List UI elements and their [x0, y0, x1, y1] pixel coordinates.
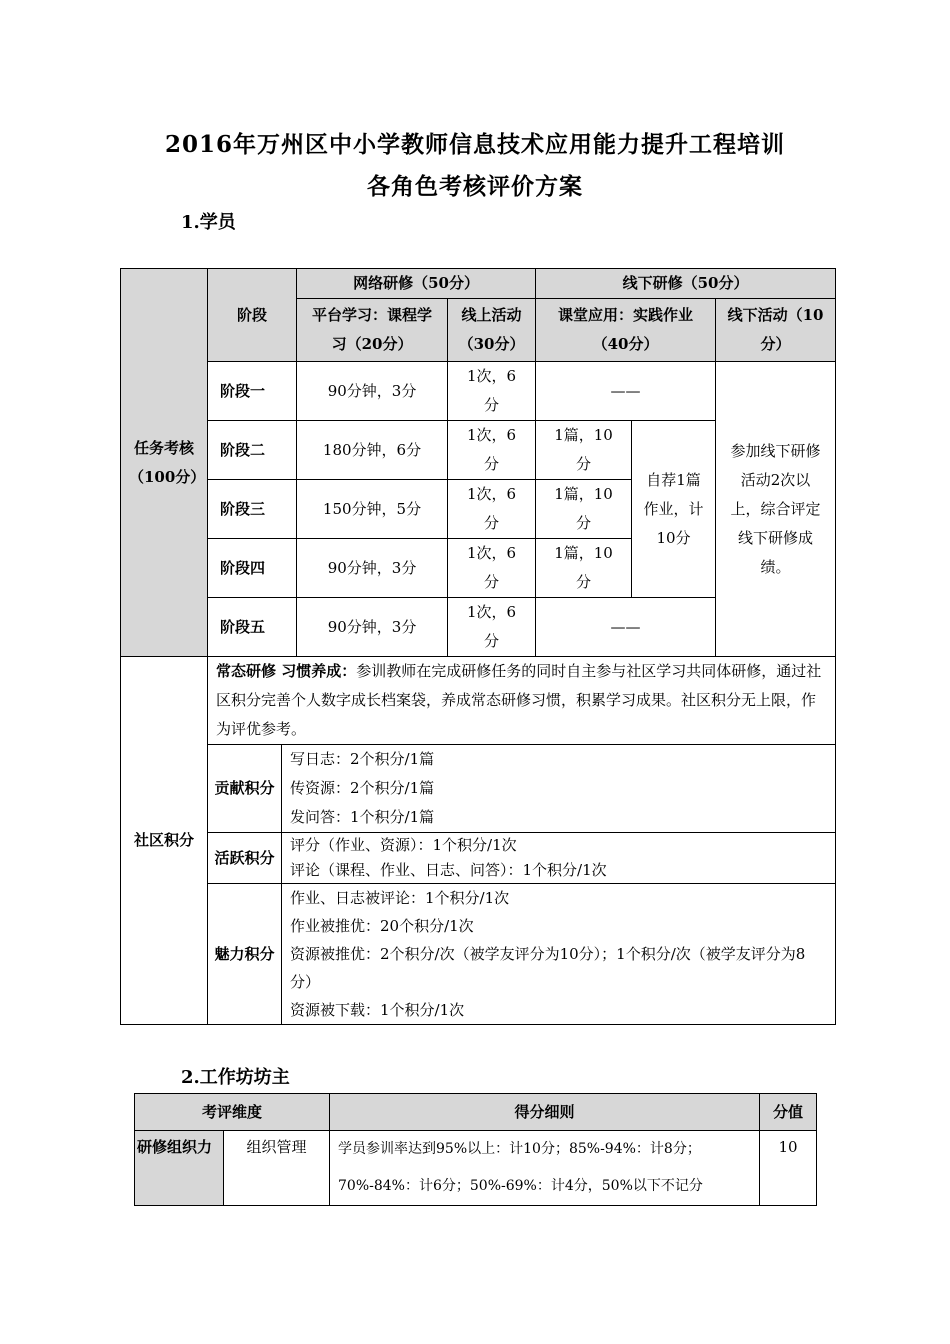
classroom-value: ——	[536, 362, 716, 421]
platform-value: 150分钟，5分	[297, 480, 448, 539]
classroom-value: 1篇，10分	[536, 480, 632, 539]
stage-name: 阶段四	[208, 539, 297, 598]
contribution-points-label: 贡献积分	[208, 745, 282, 833]
rule-line: 资源被推优：2个积分/次（被学友评分为10分）；1个积分/次（被学友评分为8分）	[290, 945, 806, 991]
stage-name: 阶段五	[208, 598, 297, 657]
activity-value: 1次，6分	[448, 362, 536, 421]
research-organization-label: 研修组织力	[135, 1131, 224, 1206]
stage-header: 阶段	[208, 269, 297, 362]
activity-value: 1次，6分	[448, 480, 536, 539]
rule-line: 作业被推优：20个积分/1次	[290, 917, 474, 935]
regular-research-note	[208, 657, 836, 745]
student-evaluation-table	[120, 268, 836, 1025]
stage-name: 阶段二	[208, 421, 297, 480]
offline-activity-header: 线下活动（10分）	[716, 299, 836, 362]
rule-line: 评分（作业、资源）：1个积分/1次	[290, 836, 517, 854]
rule-line: 写日志：2个积分/1篇	[290, 750, 435, 768]
activity-points-label: 活跃积分	[208, 833, 282, 884]
workshop-host-evaluation-table	[134, 1093, 817, 1206]
online-research-header: 网络研修（50分）	[297, 269, 536, 299]
stage-name: 阶段一	[208, 362, 297, 421]
offline-activity-description: 参加线下研修活动2次以上，综合评定线下研修成绩。	[716, 362, 836, 657]
rule-line: 资源被下载：1个积分/1次	[290, 1001, 465, 1019]
regular-research-title: 常态研修 习惯养成：	[216, 662, 357, 680]
section-heading-students: 1.学员	[181, 212, 236, 233]
score-value: 10	[760, 1131, 817, 1206]
classroom-application-header: 课堂应用：实践作业（40分）	[536, 299, 716, 362]
detail-line: 学员参训率达到95%以上：计10分；85%-94%：计8分；	[338, 1141, 701, 1157]
activity-points-rules	[282, 833, 836, 884]
self-recommend-note: 自荐1篇作业，计10分	[632, 421, 716, 598]
classroom-value: 1篇，10分	[536, 421, 632, 480]
platform-value: 180分钟，6分	[297, 421, 448, 480]
offline-research-header: 线下研修（50分）	[536, 269, 836, 299]
score-detail-header: 得分细则	[330, 1094, 760, 1131]
platform-value: 90分钟，3分	[297, 539, 448, 598]
section-heading-workshop-host: 2.工作坊坊主	[181, 1067, 290, 1088]
rule-line: 作业、日志被评论：1个积分/1次	[290, 889, 510, 907]
task-assessment-label: 任务考核（100分）	[121, 269, 208, 657]
platform-value: 90分钟，3分	[297, 362, 448, 421]
charm-points-label: 魅力积分	[208, 884, 282, 1025]
dimension-header: 考评维度	[135, 1094, 330, 1131]
rule-line: 传资源：2个积分/1篇	[290, 779, 435, 797]
score-value-header: 分值	[760, 1094, 817, 1131]
classroom-value: ——	[536, 598, 716, 657]
document-title-line2: 各角色考核评价方案	[367, 173, 583, 200]
activity-value: 1次，6分	[448, 421, 536, 480]
activity-value: 1次，6分	[448, 598, 536, 657]
community-points-label: 社区积分	[121, 657, 208, 1025]
document-title-line1: 2016年万州区中小学教师信息技术应用能力提升工程培训	[164, 131, 785, 158]
rule-line: 发问答：1个积分/1篇	[290, 808, 435, 826]
classroom-value: 1篇，10分	[536, 539, 632, 598]
stage-name: 阶段三	[208, 480, 297, 539]
contribution-points-rules	[282, 745, 836, 833]
organization-management-label: 组织管理	[224, 1131, 330, 1206]
charm-points-rules	[282, 884, 836, 1025]
regular-research-text: 参训教师在完成研修任务的同时自主参与社区学习共同体研修，通过社区积分完善个人数字成长档案袋，养成常态研修习惯，积累学习成果。社区积分无上限，作为评优参考。	[216, 662, 822, 738]
platform-value: 90分钟，3分	[297, 598, 448, 657]
score-detail-text	[330, 1131, 760, 1206]
rule-line: 评论（课程、作业、日志、问答）：1个积分/1次	[290, 861, 607, 879]
activity-value: 1次，6分	[448, 539, 536, 598]
detail-line: 70%-84%：计6分；50%-69%：计4分，50%以下不记分	[338, 1178, 703, 1194]
online-activity-header: 线上活动（30分）	[448, 299, 536, 362]
platform-learning-header: 平台学习：课程学习（20分）	[297, 299, 448, 362]
